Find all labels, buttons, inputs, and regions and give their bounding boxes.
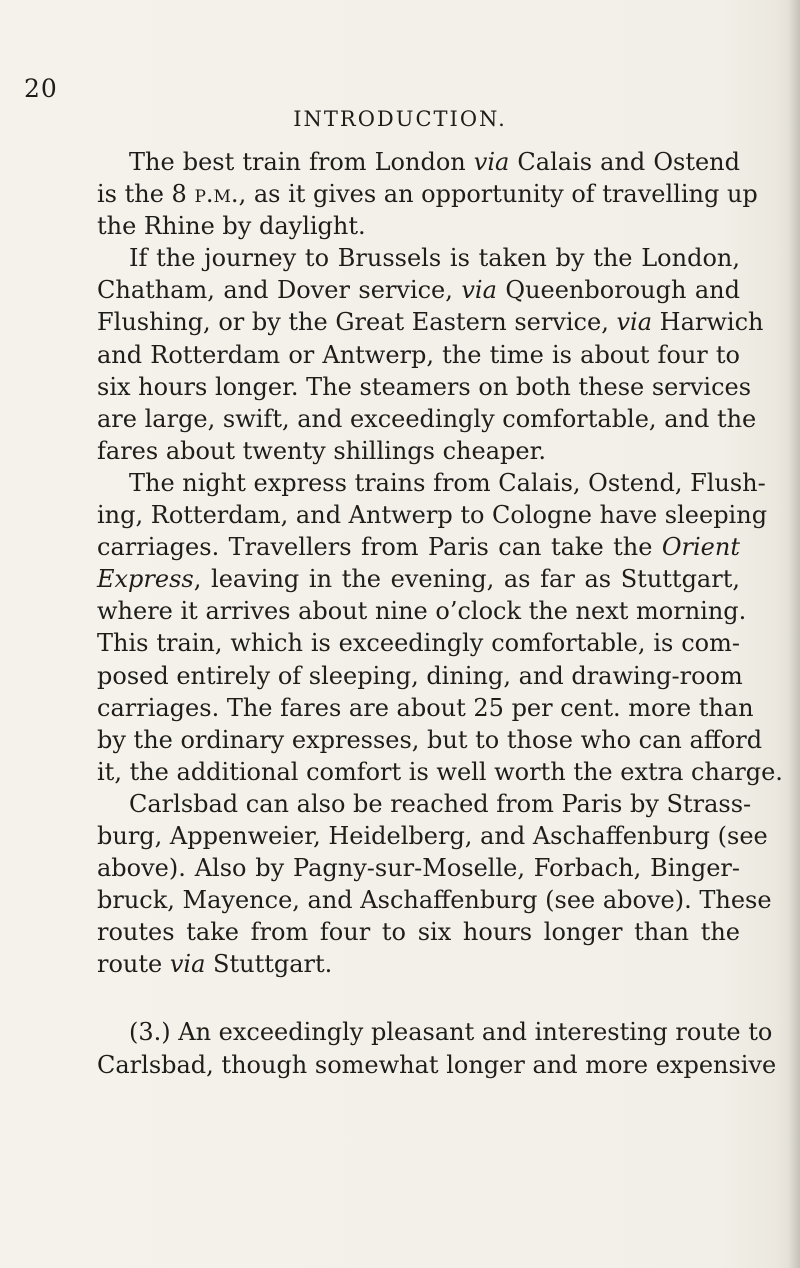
text-line bbox=[97, 563, 740, 595]
text-segment: carriages. Travellers from Paris can take the bbox=[97, 533, 662, 562]
text-line bbox=[97, 499, 768, 531]
text-segment: are large, swift, and exceedingly comfortable, and the bbox=[97, 404, 757, 433]
paragraph bbox=[97, 788, 772, 981]
section-paragraph bbox=[97, 1016, 777, 1080]
text-line bbox=[97, 852, 740, 884]
italic-text: Orient bbox=[661, 533, 740, 562]
paragraph bbox=[97, 242, 764, 467]
text-segment: Flushing, or by the Great Eastern service, bbox=[97, 308, 617, 337]
text-segment: Stuttgart. bbox=[205, 950, 333, 979]
text-segment: it, the additional comfort is well worth the extra charge. bbox=[97, 757, 783, 786]
text-segment: above). Also by Pagny-sur-Moselle, Forbach, Binger- bbox=[97, 854, 740, 883]
text-line bbox=[97, 916, 740, 948]
text-segment: where it arrives about nine o’clock the next morning. bbox=[97, 597, 747, 626]
text-line bbox=[97, 595, 747, 627]
text-segment: the Rhine by daylight. bbox=[97, 212, 366, 241]
text-line bbox=[97, 1049, 777, 1081]
body-text bbox=[97, 146, 783, 1081]
text-line bbox=[97, 531, 740, 563]
italic-text: via bbox=[473, 148, 510, 176]
text-line bbox=[97, 178, 758, 210]
paragraph bbox=[97, 146, 758, 242]
text-segment: is the 8 bbox=[97, 180, 195, 209]
text-segment: If the journey to Brussels is taken by the London, bbox=[129, 244, 740, 273]
italic-text: via bbox=[169, 950, 206, 979]
text-line bbox=[97, 884, 772, 916]
text-segment: Harwich bbox=[652, 308, 764, 337]
text-segment: Chatham, and Dover service, bbox=[97, 276, 462, 305]
text-segment: by the ordinary expresses, but to those who can afford bbox=[97, 725, 763, 754]
text-line bbox=[97, 724, 763, 756]
text-segment: The night express trains from Calais, Ostend, Flush- bbox=[129, 468, 766, 497]
text-segment: fares about twenty shillings cheaper. bbox=[97, 436, 547, 465]
text-line bbox=[97, 756, 783, 788]
text-line bbox=[97, 274, 740, 306]
italic-text: via bbox=[616, 308, 653, 337]
text-line bbox=[97, 1016, 773, 1048]
text-segment: , as it gives an opportunity of travelling up bbox=[238, 180, 758, 209]
text-segment: (3.) An exceedingly pleasant and interesting route to bbox=[129, 1018, 773, 1047]
text-segment: route bbox=[97, 950, 170, 979]
text-segment: bruck, Mayence, and Aschaffenburg (see above). These bbox=[97, 886, 772, 915]
italic-text: Express bbox=[97, 565, 194, 594]
text-segment: This train, which is exceedingly comfortable, is com- bbox=[97, 629, 740, 658]
running-head: INTRODUCTION. bbox=[293, 107, 507, 131]
text-segment: ing, Rotterdam, and Antwerp to Cologne have sleeping bbox=[97, 501, 768, 530]
text-segment: and Rotterdam or Antwerp, the time is about four to bbox=[97, 340, 740, 369]
text-line bbox=[97, 371, 752, 403]
text-segment: Carlsbad, though somewhat longer and more expensive bbox=[97, 1050, 777, 1079]
text-line bbox=[97, 948, 740, 980]
text-segment: The best train from London bbox=[129, 148, 474, 176]
text-line bbox=[97, 339, 740, 371]
section-gap bbox=[97, 980, 740, 1016]
text-line bbox=[97, 435, 740, 467]
text-line bbox=[97, 788, 752, 820]
paragraph bbox=[97, 467, 783, 788]
italic-text: via bbox=[461, 276, 497, 305]
text-segment: carriages. The fares are about 25 per cent. more than bbox=[97, 693, 754, 722]
small-caps-text: p.m. bbox=[194, 180, 239, 209]
text-segment: burg, Appenweier, Heidelberg, and Aschaffenburg (see bbox=[97, 821, 768, 850]
text-line bbox=[97, 146, 740, 178]
text-line bbox=[97, 660, 743, 692]
text-segment: posed entirely of sleeping, dining, and drawing-room bbox=[97, 661, 743, 690]
text-line bbox=[97, 242, 740, 274]
text-segment: Queenborough and bbox=[496, 276, 740, 305]
text-line bbox=[97, 627, 740, 659]
text-line bbox=[97, 210, 740, 242]
text-segment: routes take from four to six hours longer than the bbox=[97, 918, 740, 947]
text-line bbox=[97, 306, 764, 338]
text-segment: six hours longer. The steamers on both these services bbox=[97, 372, 752, 401]
text-line bbox=[97, 403, 757, 435]
text-segment: Carlsbad can also be reached from Paris by Strass- bbox=[129, 789, 752, 818]
page-number: 20 bbox=[24, 74, 58, 103]
page-edge-shadow bbox=[788, 0, 800, 1268]
text-segment: Calais and Ostend bbox=[509, 148, 740, 176]
text-line bbox=[97, 467, 766, 499]
text-line bbox=[97, 820, 768, 852]
text-segment: , leaving in the evening, as far as Stuttgart, bbox=[193, 565, 740, 594]
text-line bbox=[97, 692, 754, 724]
